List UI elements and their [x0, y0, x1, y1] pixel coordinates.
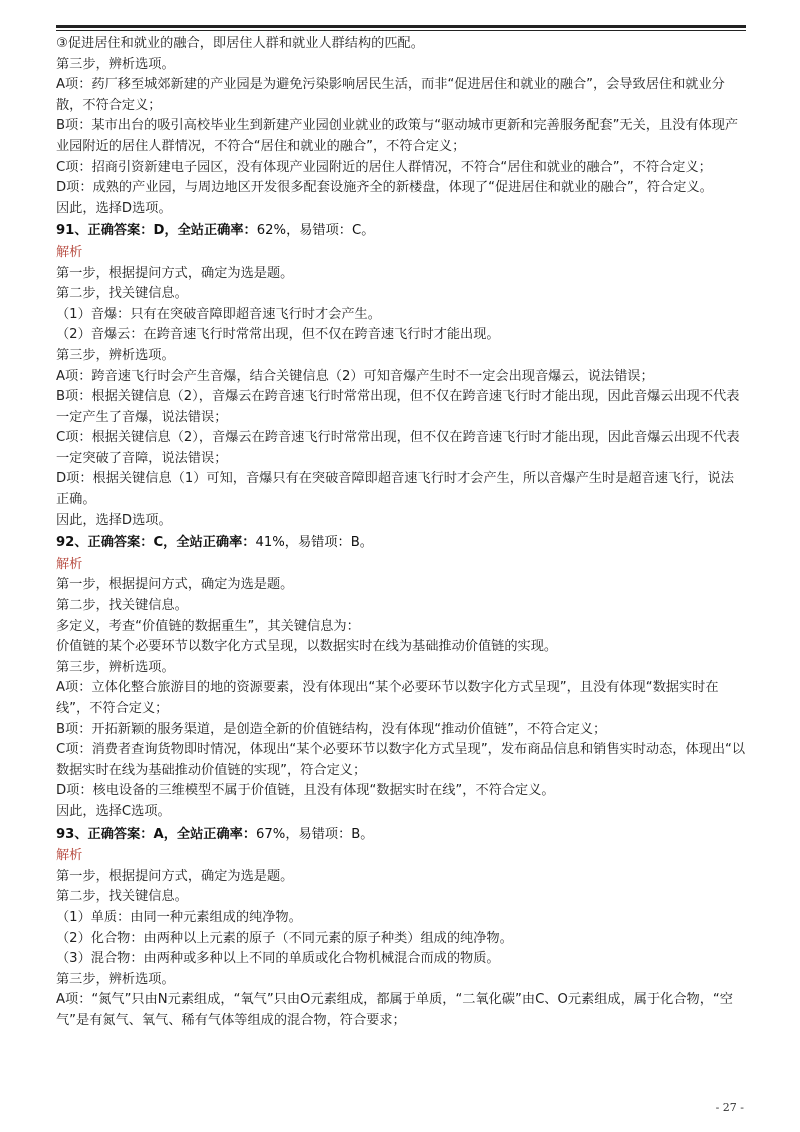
paragraph: （2）音爆云：在跨音速飞行时常常出现，但不仅在跨音速飞行时才能出现。 — [56, 327, 500, 343]
analysis-heading: 解析 — [56, 848, 83, 864]
paragraph: 第二步，找关键信息。 — [56, 286, 188, 302]
paragraph: 第一步，根据提问方式，确定为选是题。 — [56, 868, 294, 884]
answer-separator: ， — [163, 826, 177, 842]
answer-label: 91、正确答案： — [56, 223, 154, 239]
paragraph: C项：招商引资新建电子园区，没有体现产业园附近的居住人群情况，不符合“居住和就业的融合”，不符合定义； — [56, 159, 712, 175]
paragraph: D项：核电设备的三维模型不属于价值链，且没有体现“数据实时在线”，不符合定义。 — [56, 783, 555, 799]
paragraph: 第三步，辨析选项。 — [56, 56, 175, 72]
rate-value: 62% — [256, 223, 287, 239]
paragraph: 第二步，找关键信息。 — [56, 889, 188, 905]
answer-separator: ， — [164, 223, 178, 239]
paragraph: 第三步，辨析选项。 — [56, 659, 175, 675]
paragraph: A项：立体化整合旅游目的地的资源要素，没有体现出“某个必要环节以数字化方式呈现”，且没有体现“数据实时在线”，不符合定义； — [56, 680, 719, 716]
paragraph: ③促进居住和就业的融合，即居住人群和就业人群结构的匹配。 — [56, 36, 424, 51]
answer-label: 93、正确答案： — [56, 826, 154, 842]
paragraph: （2）化合物：由两种以上元素的原子（不同元素的原子种类）组成的纯净物。 — [56, 930, 513, 946]
rate-value: 41% — [255, 535, 285, 551]
answer-tail: ，易错项：B。 — [284, 535, 373, 551]
paragraph: 第一步，根据提问方式，确定为选是题。 — [56, 265, 294, 281]
answer-value: D — [153, 223, 165, 239]
paragraph: 因此，选择C选项。 — [56, 803, 171, 819]
answer-label: 92、正确答案： — [56, 535, 154, 551]
answer-line — [56, 533, 746, 554]
answer-tail: ，易错项：C。 — [286, 223, 375, 239]
answer-tail: ，易错项：B。 — [285, 826, 374, 842]
paragraph: B项：根据关键信息（2），音爆云在跨音速飞行时常常出现，但不仅在跨音速飞行时才能出现，因此音爆云出现不代表一定产生了音爆，说法错误； — [56, 389, 740, 425]
paragraph: D项：根据关键信息（1）可知，音爆只有在突破音障即超音速飞行时才会产生，所以音爆产生时是超音速飞行，说法正确。 — [56, 471, 734, 508]
paragraph: B项：某市出台的吸引高校毕业生到新建产业园创业就业的政策与“驱动城市更新和完善服务配套”无关，且没有体现产业园附近的居住人群情况，不符合“居住和就业的融合”，不符合定义； — [56, 118, 739, 154]
paragraph: 价值链的某个必要环节以数字化方式呈现，以数据实时在线为基础推动价值链的实现。 — [56, 639, 558, 655]
answer-line — [56, 825, 746, 846]
rate-label: 全站正确率： — [176, 535, 256, 551]
paragraph: A项：药厂移至城郊新建的产业园是为避免污染影响居民生活，而非“促进居住和就业的融合”，会导致居住和就业分散，不符合定义； — [56, 77, 725, 113]
paragraph: A项：跨音速飞行时会产生音爆，结合关键信息（2）可知音爆产生时不一定会出现音爆云，说法错误； — [56, 368, 654, 384]
paragraph: 第三步，辨析选项。 — [56, 971, 175, 987]
paragraph: 第一步，根据提问方式，确定为选是题。 — [56, 577, 294, 593]
paragraph: 第三步，辨析选项。 — [56, 347, 175, 363]
paragraph: 因此，选择D选项。 — [56, 512, 172, 528]
analysis-heading: 解析 — [56, 556, 83, 572]
paragraph: 因此，选择D选项。 — [56, 200, 172, 216]
analysis-heading: 解析 — [56, 244, 83, 260]
paragraph: 多定义，考查“价值链的数据重生”，其关键信息为： — [56, 618, 360, 634]
answer-value: A — [153, 826, 164, 842]
page-number: - 27 - — [715, 1101, 744, 1114]
rate-value: 67% — [256, 826, 286, 842]
paragraph: B项：开拓新颖的服务渠道，是创造全新的价值链结构，没有体现“推动价值链”，不符合定义； — [56, 721, 607, 737]
rate-label: 全站正确率： — [176, 826, 257, 842]
paragraph: C项：根据关键信息（2），音爆云在跨音速飞行时常常出现，但不仅在跨音速飞行时才能出现，因此音爆云出现不代表一定突破了音障，说法错误； — [56, 430, 740, 466]
document-body — [56, 34, 746, 1032]
paragraph: A项：“氮气”只由N元素组成，“氧气”只由O元素组成，都属于单质，“二氧化碳”由C、O元素组成，属于化合物，“空气”是有氮气、氧气、稀有气体等组成的混合物，符合要求； — [56, 992, 733, 1028]
paragraph: 第二步，找关键信息。 — [56, 598, 188, 614]
paragraph: D项：成熟的产业园，与周边地区开发很多配套设施齐全的新楼盘，体现了“促进居住和就业的融合”，符合定义。 — [56, 180, 713, 196]
paragraph: （3）混合物：由两种或多种以上不同的单质或化合物机械混合而成的物质。 — [56, 951, 500, 967]
paragraph: C项：消费者查询货物即时情况，体现出“某个必要环节以数字化方式呈现”，发布商品信息和销售实时动态，体现出“以数据实时在线为基础推动价值链的实现”，符合定义； — [56, 742, 746, 778]
header-rule-thick — [56, 25, 746, 28]
answer-separator: ， — [163, 535, 177, 551]
answer-line — [56, 221, 746, 242]
paragraph: （1）单质：由同一种元素组成的纯净物。 — [56, 909, 302, 925]
answer-value: C — [153, 535, 164, 551]
header-rule-thin — [56, 30, 746, 31]
rate-label: 全站正确率： — [177, 223, 257, 239]
paragraph: （1）音爆：只有在突破音障即超音速飞行时才会产生。 — [56, 306, 381, 322]
